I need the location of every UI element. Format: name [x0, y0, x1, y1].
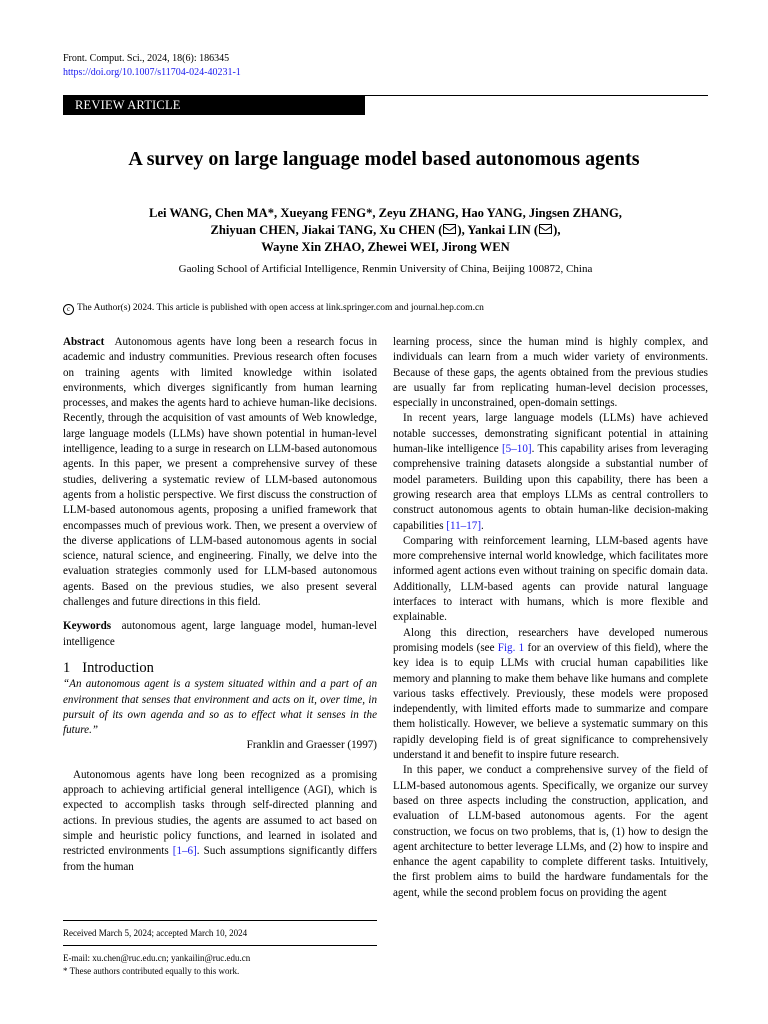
- received-dates: Received March 5, 2024; accepted March 10, 2024: [63, 928, 248, 938]
- right-p4-text: Along this direction, researchers have developed numerous promising models (see: [393, 626, 708, 654]
- keywords-label: Keywords: [63, 620, 112, 633]
- keywords: [63, 619, 377, 650]
- section-title: Introduction: [82, 659, 154, 676]
- affiliation: Gaoling School of Artificial Intelligence, Renmin University of China, Beijing 100872, China: [178, 263, 593, 275]
- author-line-2a: Zhiyuan CHEN, Jiakai TANG, Xu CHEN (: [210, 223, 443, 237]
- author-line-3: Wayne Xin ZHAO, Zhewei WEI, Jirong WEN: [261, 240, 510, 254]
- right-p2-end: .: [481, 519, 484, 532]
- author-line-2: [63, 222, 708, 239]
- journal-citation: Front. Comput. Sci., 2024, 18(6): 186345: [63, 53, 230, 64]
- copyright-text: The Author(s) 2024. This article is published with open access at link.springer.com and journal.hep.com.cn: [77, 303, 484, 313]
- equal-contribution-note: * These authors contributed equally to this work.: [63, 966, 240, 976]
- right-paragraph-1: learning process, since the human mind is highly complex, and individuals can learn from a much wider variety of environments. Because of these gaps, the agents obtained from the previous studies are usually far from replicating human-level decision processes, especially in unconstrained, open-domain settings.: [393, 336, 708, 410]
- abstract-text: Autonomous agents have long been a research focus in academic and industry communities. Previous research often focuses on training agents with limited knowledge within isolated environments, which diverges significantly from human learning processes, and makes the agents hard to achieve human-like decisions. Recently, through the acquisition of vast amounts of Web knowledge, large language models (LLMs) have shown potential in human-level intelligence, leading to a surge in research on LLM-based autonomous agents. In this paper, we present a comprehensive survey of these studies, delivering a systematic review of LLM-based autonomous agents from a holistic perspective. We first discuss the construction of LLM-based autonomous agents, proposing a unified framework that encompasses much of previous work. Then, we present a overview of the diverse applications of LLM-based autonomous agents in social science, natural science, and engineering. Finally, we delve into the evaluation strategies commonly used for LLM-based autonomous agents. Based on the previous studies, we also present several challenges and future directions in this field.: [63, 336, 377, 609]
- right-p4-tail: for an overview of this field), where the key idea is to equip LLMs with crucial human capabilities like memory and planning to make them behave like humans and complete various tasks effectively. Previously, these models were proposed independently, with limited efforts made to summarize and compare them holistically. However, we believe a systematic summary on this rapidly developing field is of great significance to comprehensively understand it and benefit to inspire future research.: [393, 641, 708, 762]
- section-number: 1: [63, 659, 71, 676]
- contact-email: E-mail: xu.chen@ruc.edu.cn; yankailin@ruc.edu.cn: [63, 953, 251, 963]
- citation-link[interactable]: [11–17]: [446, 519, 482, 532]
- epigraph-quote: “An autonomous agent is a system situated within and a part of an environment that senses that environment and acts on it, over time, in pursuit of its own agenda and so as to effect what it senses in the future.”: [63, 678, 377, 737]
- right-column: [393, 335, 708, 901]
- citation-link[interactable]: [1–6]: [172, 845, 197, 858]
- author-line-2b: ), Yankai LIN (: [457, 223, 539, 237]
- email-envelope-icon: [539, 224, 552, 234]
- right-paragraph-2: [393, 411, 708, 533]
- citation-link[interactable]: [5–10]: [501, 443, 532, 456]
- figure-link[interactable]: Fig. 1: [497, 641, 525, 654]
- copyright-icon: c: [63, 304, 74, 315]
- abstract-label: Abstract: [63, 336, 105, 348]
- paper-title: A survey on large language model based autonomous agents: [128, 148, 640, 170]
- right-paragraph-5: In this paper, we conduct a comprehensive survey of the field of LLM-based autonomous agents. Specifically, we organize our survey based on three aspects including the construction, application, and evaluation of LLM-based autonomous agents. For the agent construction, we focus on two problems, that is, (1) how to design the agent architecture to better leverage LLMs, and (2) how to inspire and enhance the agent capability to complete different tasks. Intuitively, the first problem aims to build the hardware fundamentals for the agent, while the second problem focus on providing the agent: [393, 764, 708, 899]
- intro-p1-tail: . Such assumptions significantly differs from the human: [63, 845, 377, 873]
- footnote-rule: [63, 945, 377, 946]
- keywords-text: autonomous agent, large language model, human-level intelligence: [63, 620, 377, 648]
- left-column: [63, 335, 377, 875]
- author-list: [63, 205, 708, 256]
- article-type-banner: REVIEW ARTICLE: [63, 96, 365, 115]
- intro-paragraph-1: [63, 768, 377, 875]
- author-line-1: Lei WANG, Chen MA*, Xueyang FENG*, Zeyu ZHANG, Hao YANG, Jingsen ZHANG,: [149, 206, 622, 220]
- footnotes: [63, 918, 377, 978]
- section-heading-introduction: [63, 661, 377, 676]
- author-line-2c: ),: [553, 223, 561, 237]
- copyright-notice: [63, 303, 708, 315]
- epigraph-attribution: Franklin and Graesser (1997): [246, 739, 377, 752]
- right-p2-mid: . This capability arises from leveraging comprehensive training datasets alongside a substantial number of model parameters. Building upon this capability, there has been a growing research area that employs LLMs as central controllers to construct autonomous agents to obtain human-like decision-making capabilities: [393, 443, 708, 532]
- right-paragraph-3: Comparing with reinforcement learning, LLM-based agents have more comprehensive internal world knowledge, which facilitates more informed agent actions even without training on specific domain data. Additionally, LLM-based agents can provide natural language interfaces to interact with humans, which is more flexible and explainable.: [393, 534, 708, 624]
- journal-header: [63, 52, 241, 80]
- email-envelope-icon: [443, 224, 456, 234]
- intro-p1-text: Autonomous agents have long been recognized as a promising approach to achieving artificial general intelligence (AGI), which is expected to accomplish tasks through self-directed planning and actions. In previous studies, the agents are assumed to act based on simple and heuristic policy functions, and learned in isolated and restricted environments: [63, 768, 377, 858]
- doi-link[interactable]: https://doi.org/10.1007/s11704-024-40231-1: [63, 67, 241, 78]
- abstract: [63, 335, 377, 610]
- footnote-rule: [63, 920, 377, 921]
- right-paragraph-4: [393, 626, 708, 764]
- right-p2-text: In recent years, large language models (LLMs) have achieved notable successes, demonstrating significant potential in attaining human-like intelligence: [393, 412, 708, 456]
